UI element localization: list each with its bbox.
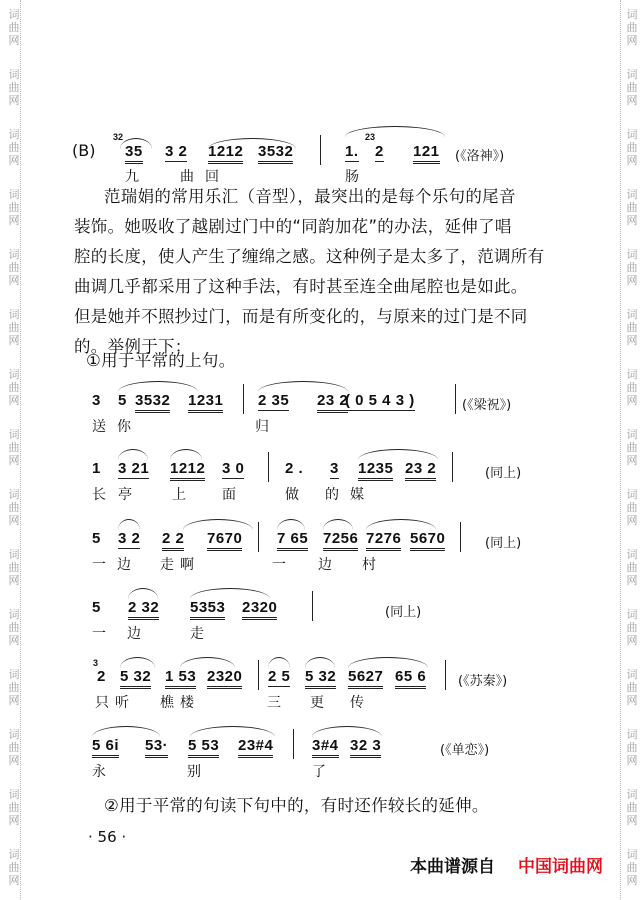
note-group: 2 32 [128, 599, 159, 620]
watermark-text: 词曲网 [626, 128, 638, 167]
source-label: (《洛神》) [455, 149, 505, 164]
note-group: 1 [92, 460, 101, 477]
note-group: 23 2 [405, 460, 436, 481]
note-group: 2 [97, 668, 106, 685]
lyric: 别 [187, 764, 207, 780]
note-group: 3532 [135, 392, 170, 413]
lyric: 回 [205, 169, 225, 185]
watermark-text: 词曲网 [8, 488, 20, 527]
watermark-text: 词曲网 [8, 248, 20, 287]
slur [92, 726, 160, 737]
watermark-text: 词曲网 [626, 188, 638, 227]
lyric: 送 [92, 419, 112, 435]
watermark-text: 词曲网 [626, 728, 638, 767]
paragraph-line: 装饰。她吸收了越剧过门中的“同韵加花”的办法，延伸了唱 [74, 217, 512, 236]
lyric: 一 [272, 557, 292, 573]
note-group: 5 32 [305, 668, 336, 689]
watermark-text: 词曲网 [626, 668, 638, 707]
watermark-text: 词曲网 [626, 8, 638, 47]
page-number: · 56 · [88, 828, 127, 846]
lyric: 一 [92, 557, 112, 573]
watermark-text: 词曲网 [8, 788, 20, 827]
slur [190, 588, 270, 599]
lyric: 了 [312, 764, 332, 780]
bar-line [243, 384, 244, 414]
note-group: 5 [118, 392, 127, 409]
watermark-text: 词曲网 [8, 368, 20, 407]
grace-note: 23 [365, 132, 376, 142]
watermark-text: 词曲网 [8, 8, 20, 47]
watermark-text: 词曲网 [8, 308, 20, 347]
watermark-text: 词曲网 [8, 848, 20, 887]
watermark-text: 词曲网 [8, 128, 20, 167]
slur [170, 449, 202, 460]
watermark-text: 词曲网 [626, 488, 638, 527]
lyric: 的 [325, 487, 345, 503]
watermark-text: 词曲网 [626, 248, 638, 287]
note-group: 5 [92, 530, 101, 547]
bar-line [460, 522, 461, 552]
note-group: 2 2 [162, 530, 184, 551]
bar-line [455, 384, 456, 414]
paragraph-line: 范瑞娟的常用乐汇（音型），最突出的是每个乐句的尾音 [104, 187, 516, 206]
paragraph-line: 腔的长度，使人产生了缠绵之感。这种例子是太多了，范调所有 [74, 247, 545, 266]
slur [120, 657, 155, 668]
lyric: 三 [267, 695, 287, 711]
lyric: 只听 [95, 695, 135, 711]
slur [312, 726, 382, 737]
slur [128, 588, 158, 599]
source-label: (《苏秦》) [458, 674, 508, 689]
note-group: 1212 [170, 460, 205, 481]
watermark-text: 词曲网 [626, 428, 638, 467]
note-group: 2320 [207, 668, 242, 689]
note-group: 3 21 [118, 460, 150, 477]
note-group: 3 0 [222, 460, 245, 477]
note-group: 65 6 [395, 668, 426, 689]
slur [118, 381, 198, 392]
slur [118, 519, 140, 530]
lyric: 媒 [350, 487, 370, 503]
slur [345, 126, 445, 137]
watermark-text: 词曲网 [626, 368, 638, 407]
slur [323, 519, 353, 530]
note-group: 35 [125, 143, 143, 164]
bar-line [452, 452, 453, 482]
lyric: 你 [117, 419, 137, 435]
slur [180, 657, 235, 668]
slur [366, 519, 436, 530]
note-group: 3532 [258, 143, 293, 164]
slur [268, 657, 290, 668]
source-label: (同上) [385, 605, 422, 620]
lyric: 归 [255, 419, 275, 435]
lyric: 长 [92, 487, 112, 503]
lyric: 边 [127, 626, 147, 642]
note-group: 53· [145, 737, 168, 758]
example-label: (B) [72, 141, 96, 160]
watermark-text: 词曲网 [8, 428, 20, 467]
bar-line [320, 135, 321, 165]
note-group: 5 53 [188, 737, 219, 758]
slur [348, 657, 428, 668]
right-dotted-line [620, 0, 621, 900]
footer-prefix: 本曲谱源自 [410, 857, 495, 877]
lyric: 走 [190, 626, 210, 642]
source-label: (同上) [485, 536, 522, 551]
paragraph-line: 但是她并不照抄过门，而是有所变化的，与原来的过门是不同 [74, 307, 528, 326]
bar-line [258, 660, 259, 690]
note-group: 1212 [208, 143, 243, 164]
bar-line [293, 729, 294, 759]
lyric: 亭 [118, 487, 138, 503]
note-group: 5 [92, 599, 101, 616]
paragraph-line: 曲调几乎都采用了这种手法，有时甚至连全曲尾腔也是如此。 [74, 277, 528, 296]
footer-site-name[interactable]: 中国词曲网 [518, 857, 603, 877]
lyric: 永 [92, 764, 112, 780]
lyric: 做 [285, 487, 305, 503]
slur [118, 449, 148, 460]
note-group: 5 6i [92, 737, 119, 758]
watermark-text: 词曲网 [626, 608, 638, 647]
note-group: 1231 [188, 392, 223, 413]
source-label: (同上) [485, 466, 522, 481]
lyric: 面 [222, 487, 242, 503]
note-group: 7276 [366, 530, 401, 551]
note-group: 3#4 [312, 737, 339, 758]
note-group: 23 2 [317, 392, 348, 413]
bar-line [445, 660, 446, 690]
note-group: 7256 [323, 530, 358, 551]
note-group: 5670 [410, 530, 445, 551]
note-group: 23#4 [238, 737, 273, 758]
watermark-text: 词曲网 [8, 668, 20, 707]
note-group: 2 5 [268, 668, 291, 685]
note-group: 2 [375, 143, 384, 160]
watermark-text: 词曲网 [626, 548, 638, 587]
note-group: 1235 [358, 460, 393, 481]
note-group: 3 2 [165, 143, 188, 160]
source-label: (《梁祝》) [462, 398, 512, 413]
lyric: 九 [125, 169, 145, 185]
lyric: 边 [318, 557, 338, 573]
note-group: 3 [92, 392, 101, 409]
lyric: 村 [362, 557, 382, 573]
watermark-text: 词曲网 [626, 788, 638, 827]
note-group: 2 35 [258, 392, 290, 409]
grace-note: 3 [93, 658, 99, 668]
note-group: 2 . [285, 460, 304, 477]
source-label: (《单恋》) [440, 743, 490, 758]
bar-line [258, 522, 259, 552]
lyric: 走啊 [160, 557, 200, 573]
watermark-text: 词曲网 [8, 728, 20, 767]
grace-note: 32 [113, 132, 124, 142]
note-group: ( 0 5 4 3 ) [345, 392, 415, 409]
note-group: 5627 [348, 668, 383, 689]
watermark-text: 词曲网 [8, 608, 20, 647]
watermark-text: 词曲网 [8, 68, 20, 107]
slur [277, 519, 305, 530]
note-group: 5 32 [120, 668, 151, 689]
watermark-text: 词曲网 [626, 308, 638, 347]
note-group: 2320 [242, 599, 277, 620]
note-group: 7 65 [277, 530, 308, 551]
bar-line [268, 452, 269, 482]
note-group: 121 [413, 143, 440, 164]
lyric: 传 [350, 695, 370, 711]
note-group: 7670 [207, 530, 242, 551]
note-group: 32 3 [350, 737, 381, 758]
watermark-text: 词曲网 [626, 848, 638, 887]
item-heading-1: ①用于平常的上句。 [86, 351, 236, 370]
watermark-text: 词曲网 [626, 68, 638, 107]
slur [305, 657, 335, 668]
note-group: 3 [330, 460, 339, 477]
slur [258, 381, 348, 392]
bar-line [312, 591, 313, 621]
lyric: 上 [172, 487, 192, 503]
lyric: 一 [92, 626, 112, 642]
watermark-text: 词曲网 [8, 188, 20, 227]
paragraph-line: 的。举例于下： [74, 337, 192, 356]
note-group: 1 53 [165, 668, 196, 689]
item-heading-2: ②用于平常的句读下句中的，有时还作较长的延伸。 [104, 796, 489, 815]
lyric: 曲 [180, 169, 200, 185]
slur [190, 726, 275, 737]
lyric: 更 [310, 695, 330, 711]
note-group: 3 2 [118, 530, 141, 547]
lyric: 樵楼 [160, 695, 200, 711]
watermark-text: 词曲网 [8, 548, 20, 587]
lyric: 肠 [345, 169, 365, 185]
lyric: 边 [117, 557, 137, 573]
note-group: 1. [345, 143, 359, 160]
slur [183, 519, 253, 530]
slur [358, 449, 438, 460]
note-group: 5353 [190, 599, 225, 620]
